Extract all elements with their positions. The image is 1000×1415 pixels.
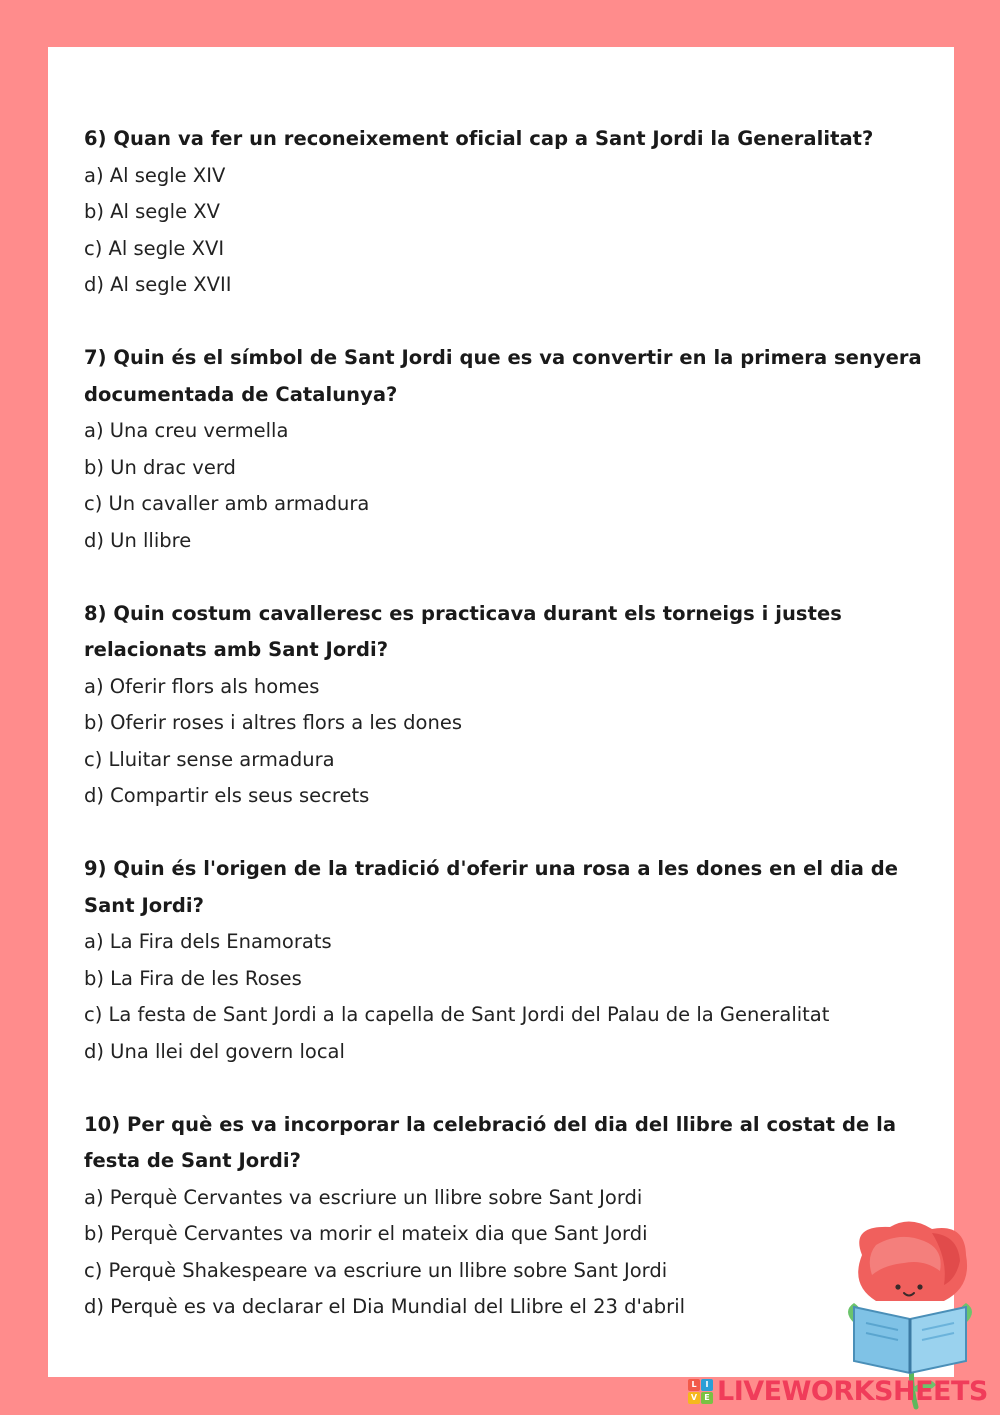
- answer-option[interactable]: b) La Fira de les Roses: [84, 966, 302, 990]
- answer-option[interactable]: c) La festa de Sant Jordi a la capella de Sant Jordi del Palau de la Generalitat: [84, 1003, 830, 1026]
- answer-option[interactable]: c) Perquè Shakespeare va escriure un llibre sobre Sant Jordi: [84, 1258, 668, 1282]
- answer-option[interactable]: c) Al segle XVI: [84, 236, 225, 260]
- answer-option[interactable]: b) Al segle XV: [84, 200, 220, 223]
- logo-letter: V: [688, 1392, 700, 1404]
- logo-letter: I: [701, 1379, 713, 1391]
- question-title: 8) Quin costum cavalleresc es practicava durant els torneigs i justes relacionats amb Sant Jordi?: [84, 601, 842, 661]
- answer-option[interactable]: c) Lluitar sense armadura: [84, 747, 335, 771]
- answer-option[interactable]: d) Compartir els seus secrets: [84, 784, 370, 807]
- answer-option[interactable]: d) Una llei del govern local: [84, 1039, 345, 1063]
- answer-option[interactable]: b) Oferir roses i altres flors a les dones: [84, 711, 462, 734]
- answer-option[interactable]: a) Una creu vermella: [84, 419, 289, 442]
- question-list: [84, 121, 954, 1362]
- answer-option[interactable]: d) Perquè es va declarar el Dia Mundial del Llibre el 23 d'abril: [84, 1295, 686, 1318]
- logo-letter: L: [688, 1379, 700, 1391]
- answer-option[interactable]: a) La Fira dels Enamorats: [84, 930, 332, 953]
- liveworksheets-icon: [688, 1379, 713, 1404]
- question-6: [84, 121, 954, 304]
- question-title: 7) Quin és el símbol de Sant Jordi que es va convertir en la primera senyera documentada de Catalunya?: [84, 346, 922, 406]
- question-10: [84, 1107, 954, 1326]
- question-title: 9) Quin és l'origen de la tradició d'oferir una rosa a les dones en el dia de Sant Jordi?: [84, 857, 899, 917]
- answer-option[interactable]: b) Un drac verd: [84, 455, 236, 479]
- question-8: [84, 596, 954, 815]
- logo-letter: E: [701, 1392, 713, 1404]
- answer-option[interactable]: a) Oferir flors als homes: [84, 674, 320, 698]
- question-7: [84, 340, 954, 559]
- answer-option[interactable]: b) Perquè Cervantes va morir el mateix dia que Sant Jordi: [84, 1222, 648, 1245]
- answer-option[interactable]: c) Un cavaller amb armadura: [84, 492, 370, 515]
- worksheet-page: [48, 47, 954, 1377]
- question-title: 10) Per què es va incorporar la celebració del dia del llibre al costat de la festa de Sant Jordi?: [84, 1112, 897, 1172]
- answer-option[interactable]: d) Al segle XVII: [84, 273, 232, 296]
- question-9: [84, 851, 954, 1070]
- question-title: 6) Quan va fer un reconeixement oficial cap a Sant Jordi la Generalitat?: [84, 127, 874, 150]
- answer-option[interactable]: a) Al segle XIV: [84, 163, 226, 187]
- liveworksheets-logo: [688, 1376, 988, 1406]
- answer-option[interactable]: d) Un llibre: [84, 528, 192, 552]
- liveworksheets-wordmark: LIVEWORKSHEETS: [717, 1375, 988, 1407]
- answer-option[interactable]: a) Perquè Cervantes va escriure un llibre sobre Sant Jordi: [84, 1185, 643, 1209]
